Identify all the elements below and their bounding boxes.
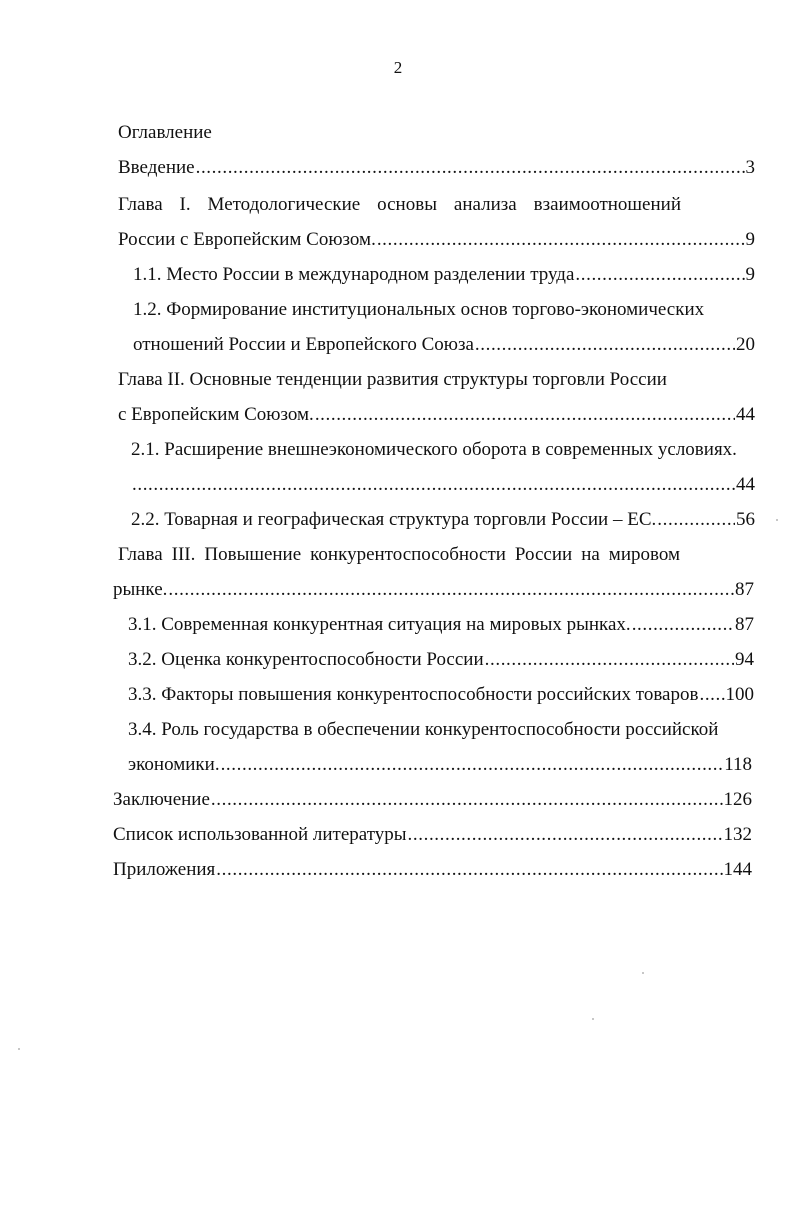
toc-entry-text: Приложения — [113, 859, 216, 880]
toc-entry-chapter1-line1: Глава I. Методологические основы анализа взаимоотношений — [118, 194, 681, 215]
toc-entry-section-1-2-line2 — [133, 333, 755, 357]
toc-entry-text: с Европейским Союзом. — [118, 404, 314, 425]
dot-leader — [315, 403, 735, 427]
toc-entry-text: 3.1. Современная конкурентная ситуация на мировых рынках. — [128, 614, 631, 635]
dot-leader — [196, 156, 745, 180]
toc-entry-section-2-1-line1 — [131, 438, 755, 462]
dot-leader — [485, 648, 734, 672]
toc-entry-text: рынке. — [113, 579, 168, 600]
toc-entry-references — [113, 823, 752, 847]
toc-entry-section-3-3 — [128, 683, 754, 707]
dot-leader — [575, 263, 744, 287]
toc-entry-text: 1.2. Формирование институциональных основ торгово-экономических — [133, 299, 705, 320]
toc-page-number: 56 — [736, 509, 755, 530]
toc-page-number: 144 — [723, 859, 752, 880]
dot-leader — [475, 333, 735, 357]
dot-leader — [377, 228, 745, 252]
toc-page-number: 87 — [735, 579, 754, 600]
toc-entry-appendices — [113, 858, 752, 882]
toc-title: Оглавление — [118, 122, 212, 143]
toc-page-number: 118 — [724, 754, 752, 775]
toc-entry-section-3-2 — [128, 648, 754, 672]
toc-entry-text: экономики. — [128, 754, 220, 775]
toc-page-number: 94 — [735, 649, 754, 670]
toc-entry-text: Введение — [118, 157, 195, 178]
dot-leader — [132, 473, 735, 497]
toc-entry-text: 2.2. Товарная и географическая структура торговли России – ЕС. — [131, 509, 657, 530]
scan-speck — [18, 1048, 20, 1050]
toc-entry-chapter2-line2 — [118, 403, 755, 427]
toc-entry-text: 1.1. Место России в международном разделении труда — [133, 264, 575, 285]
toc-page-number: 87 — [735, 614, 754, 635]
toc-entry-text: 3.3. Факторы повышения конкурентоспособности российских товаров — [128, 684, 699, 705]
toc-entry-text: Заключение — [113, 789, 210, 810]
toc-entry-section-3-1 — [128, 613, 754, 637]
toc-entry-section-3-4-line1 — [128, 718, 754, 742]
toc-page-number: 100 — [725, 684, 754, 705]
toc-entry-chapter3-line2 — [113, 578, 754, 602]
toc-entry-text: отношений России и Европейского Союза — [133, 334, 474, 355]
toc-entry-chapter2-line1 — [118, 368, 755, 392]
toc-entry-section-2-2 — [131, 508, 755, 532]
toc-page-number: 3 — [745, 157, 755, 178]
toc-entry-text: Глава II. Основные тенденции развития структуры торговли России — [118, 369, 667, 390]
toc-entry-text: России с Европейским Союзом. — [118, 229, 376, 250]
toc-entry-chapter3-line1: Глава III. Повышение конкурентоспособности России на мировом — [118, 544, 680, 565]
toc-entry-section-2-1-line2 — [131, 473, 755, 497]
toc-entry-section-3-4-line2 — [128, 753, 752, 777]
scan-speck — [776, 519, 778, 521]
toc-entry-chapter1-line2 — [118, 228, 755, 252]
toc-entry-section-1-1 — [133, 263, 755, 287]
dot-leader — [408, 823, 723, 847]
toc-page-number: 126 — [723, 789, 752, 810]
toc-page-number: 9 — [745, 264, 755, 285]
dot-leader — [216, 858, 722, 882]
toc-entry-section-1-2-line1 — [133, 298, 755, 322]
toc-page-number: 132 — [723, 824, 752, 845]
toc-entry-introduction — [118, 156, 755, 180]
toc-entry-text: 3.4. Роль государства в обеспечении конкурентоспособности российской — [128, 719, 719, 740]
dot-leader — [168, 578, 734, 602]
scan-speck — [642, 972, 644, 974]
toc-entry-text: 3.2. Оценка конкурентоспособности России — [128, 649, 484, 670]
toc-page-number: 44 — [736, 404, 755, 425]
dot-leader — [699, 683, 724, 707]
toc-entry-text: Список использованной литературы — [113, 824, 407, 845]
toc-page-number: 9 — [745, 229, 755, 250]
page-number: 2 — [393, 58, 403, 77]
dot-leader — [657, 508, 735, 532]
dot-leader — [632, 613, 734, 637]
dot-leader — [211, 788, 723, 812]
toc-page-number: 44 — [736, 474, 755, 495]
toc-entry-text: 2.1. Расширение внешнеэкономического оборота в современных условиях. — [131, 439, 737, 460]
toc-entry-conclusion — [113, 788, 752, 812]
dot-leader — [221, 753, 724, 777]
toc-page-number: 20 — [736, 334, 755, 355]
scan-speck — [592, 1018, 594, 1020]
